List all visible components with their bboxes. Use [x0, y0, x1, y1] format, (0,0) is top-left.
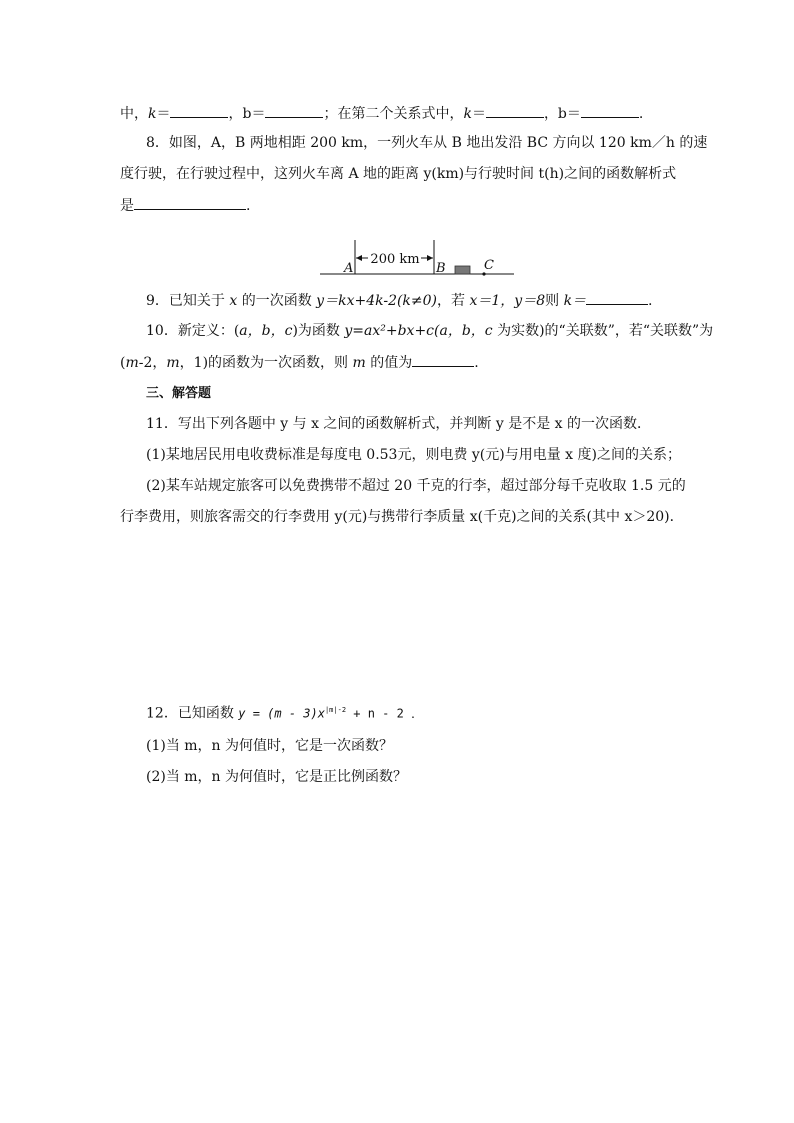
train-distance-figure	[318, 236, 518, 280]
text: ，1)的函数为一次函数，则	[179, 355, 353, 371]
answer-blank-k1[interactable]	[170, 103, 228, 118]
text: 12．已知函数	[146, 705, 239, 722]
q10-line-2	[120, 352, 479, 372]
point-c-label: C	[484, 258, 494, 273]
text: 的一次函数	[237, 293, 317, 309]
text: ＝	[156, 106, 171, 122]
text: ，b＝	[543, 106, 581, 122]
q11-line-1: 11．写出下列各题中 y 与 x 之间的函数解析式，并判断 y 是不是 x 的一次函数．	[146, 416, 652, 432]
answer-blank-q8[interactable]	[134, 195, 246, 210]
q12-line-2: (1)当 m，n 为何值时，它是一次函数？	[146, 738, 394, 754]
point-a-label: A	[344, 261, 354, 276]
var-x: x	[229, 293, 238, 309]
text: .	[648, 293, 653, 309]
text: -2，	[138, 355, 167, 371]
text: 则	[545, 293, 564, 309]
q9-line	[146, 290, 653, 310]
answer-blank-b2[interactable]	[581, 103, 639, 118]
text: .	[638, 106, 644, 122]
text: ；在第二个关系式中，	[323, 106, 464, 122]
text: ，b＝	[228, 106, 266, 122]
function-expression: y＝kx+4k-2(k≠0)	[316, 293, 438, 309]
var-k: k＝	[563, 293, 587, 309]
answer-blank-b1[interactable]	[265, 103, 323, 118]
text: .	[474, 355, 479, 371]
var-m: m	[125, 355, 139, 371]
text: ，若	[437, 293, 470, 309]
q7-tail-line	[120, 103, 643, 123]
q11-line-4: 行李费用，则旅客需交的行李费用 y(元)与携带行李质量 x(千克)之间的关系(其中 x＞20)．	[120, 509, 684, 525]
q8-line-3	[120, 195, 250, 215]
text: 10．新定义：(	[146, 323, 240, 339]
q12-line-3: (2)当 m，n 为何值时，它是正比例函数？	[146, 769, 408, 785]
train-block	[455, 266, 470, 274]
vars-abc: a，b，c	[239, 323, 293, 339]
q8-line-2: 度行驶，在行驶过程中，这列火车离 A 地的距离 y(km)与行驶时间 t(h)之间的函数解析式	[120, 166, 677, 182]
point-b-label: B	[436, 261, 446, 276]
q11-line-2: (1)某地居民用电收费标准是每度电 0.53元，则电费 y(元)与用电量 x 度)之间的关系；	[146, 447, 681, 463]
text: )为函数	[292, 323, 345, 339]
q11-line-3: (2)某车站规定旅客可以免费携带不超过 20 千克的行李，超过部分每千克收取 1.5 元的	[146, 478, 686, 494]
text: 9．已知关于	[146, 293, 230, 309]
arrowhead-right	[427, 255, 433, 261]
answer-blank-q10[interactable]	[412, 352, 474, 367]
exponent: |m|-2	[324, 706, 347, 714]
var-k: k	[463, 106, 472, 122]
section-heading: 三、解答题	[146, 386, 212, 401]
text: ＝	[471, 106, 486, 122]
text: 是	[120, 198, 134, 214]
q12-line-1	[146, 700, 423, 720]
text: + n - 2 ．	[346, 706, 424, 721]
arrowhead-left	[356, 255, 362, 261]
function-expression: y=ax²+bx+c(a，b，c	[344, 323, 493, 339]
answer-blank-q9[interactable]	[586, 290, 648, 305]
text: 中，	[120, 106, 148, 122]
text: 为实数)的“关联数”，若“关联数”为	[492, 323, 714, 339]
var-k: k	[148, 106, 157, 122]
var-m: m	[352, 355, 366, 371]
q10-line-1	[146, 321, 713, 341]
function-expression: y = (m - 3)x	[238, 706, 325, 721]
distance-label: 200 km	[370, 252, 420, 267]
answer-blank-k2[interactable]	[486, 103, 544, 118]
text: .	[246, 198, 251, 214]
text: (	[120, 355, 126, 371]
q8-line-1: 8．如图，A，B 两地相距 200 km，一列火车从 B 地出发沿 BC 方向以 120 km／h 的速	[146, 135, 708, 151]
text: 的值为	[365, 355, 413, 371]
condition: x＝1，y＝8	[469, 293, 546, 309]
var-m: m	[166, 355, 180, 371]
